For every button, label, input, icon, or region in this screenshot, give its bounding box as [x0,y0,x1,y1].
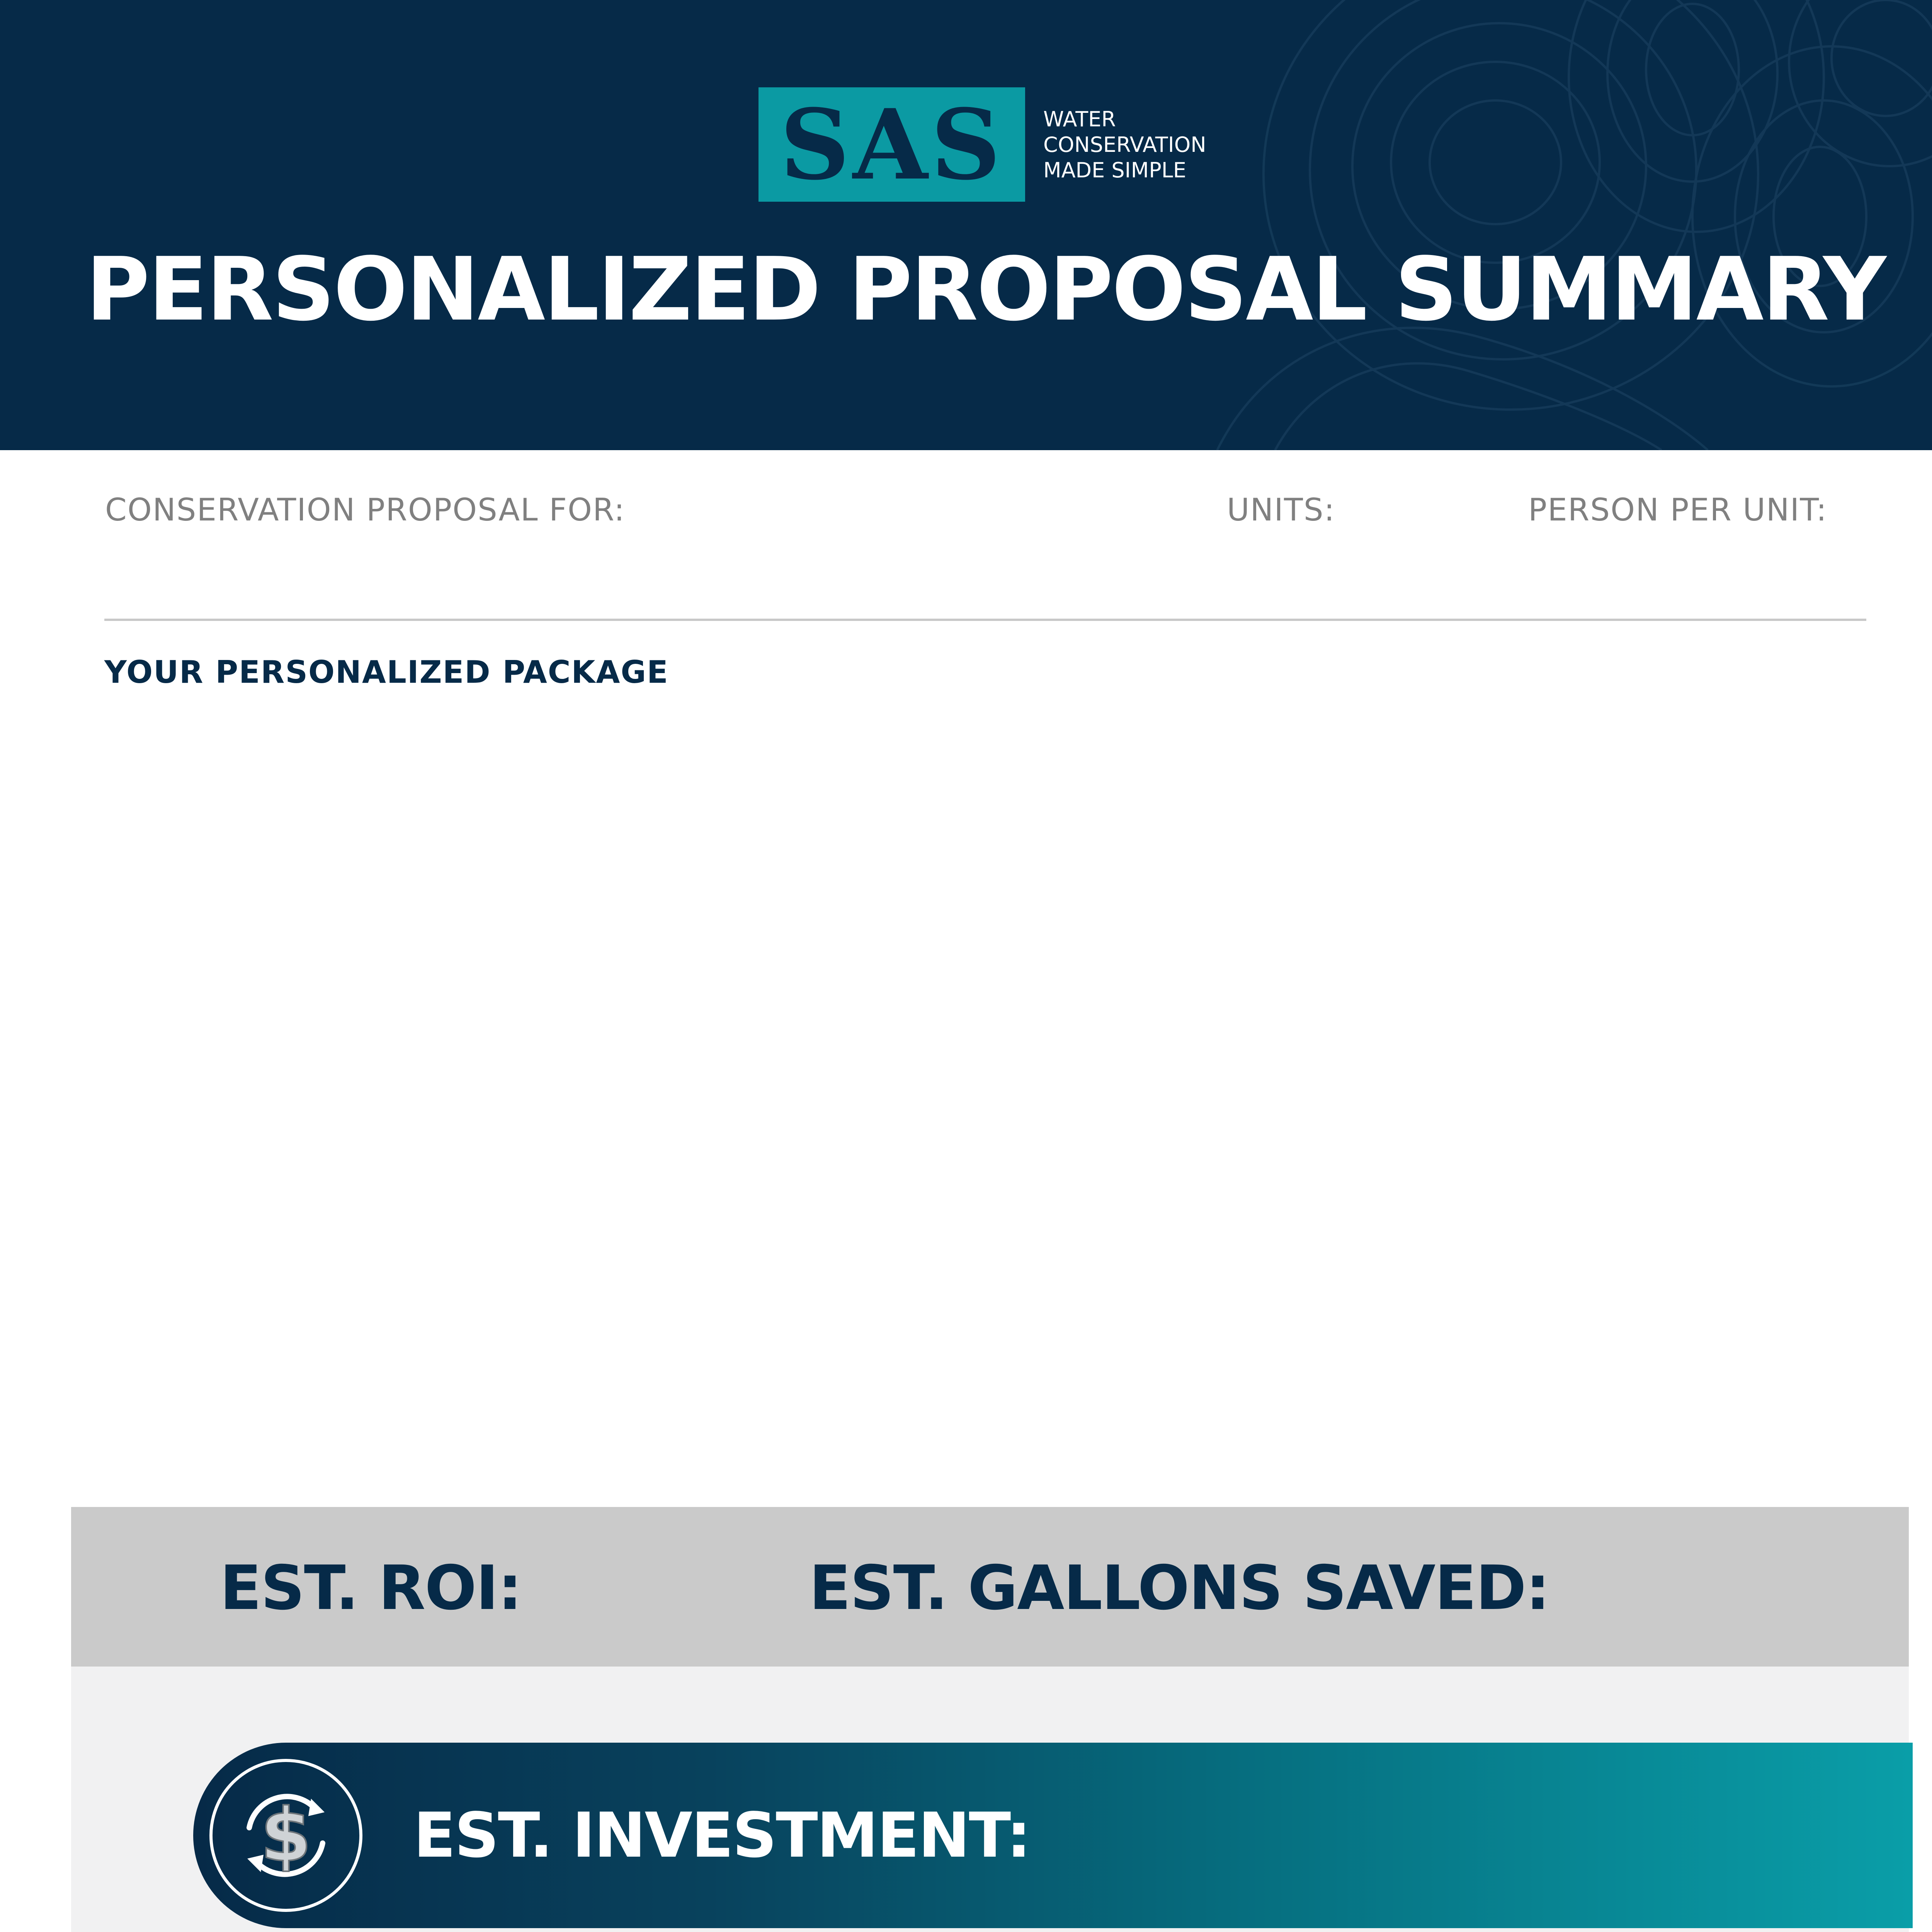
investment-label: EST. INVESTMENT: [413,1799,1030,1871]
logo-text: SAS [780,88,1004,201]
divider [104,619,1866,621]
svg-text:$: $ [260,1793,312,1878]
estimate-band [71,1507,1909,1667]
proposal-for-label: CONSERVATION PROPOSAL FOR: [105,492,626,528]
page-title: PERSONALIZED PROPOSAL SUMMARY [86,239,1885,340]
tagline-line: WATER [1043,107,1116,131]
topographic-pattern [0,0,1932,450]
logo-tagline [1043,107,1260,183]
units-label: UNITS: [1227,492,1335,528]
investment-row [193,1743,1913,1928]
page-header [0,0,1932,450]
dollar-cycle-icon [209,1759,362,1912]
person-per-unit-label: PERSON PER UNIT: [1528,492,1828,528]
tagline-line: MADE SIMPLE [1043,158,1186,182]
gallons-saved-label: EST. GALLONS SAVED: [809,1553,1549,1624]
package-heading: YOUR PERSONALIZED PACKAGE [104,654,669,690]
roi-label: EST. ROI: [220,1553,522,1624]
tagline-line: CONSERVATION [1043,133,1206,157]
sas-logo [759,87,1025,202]
